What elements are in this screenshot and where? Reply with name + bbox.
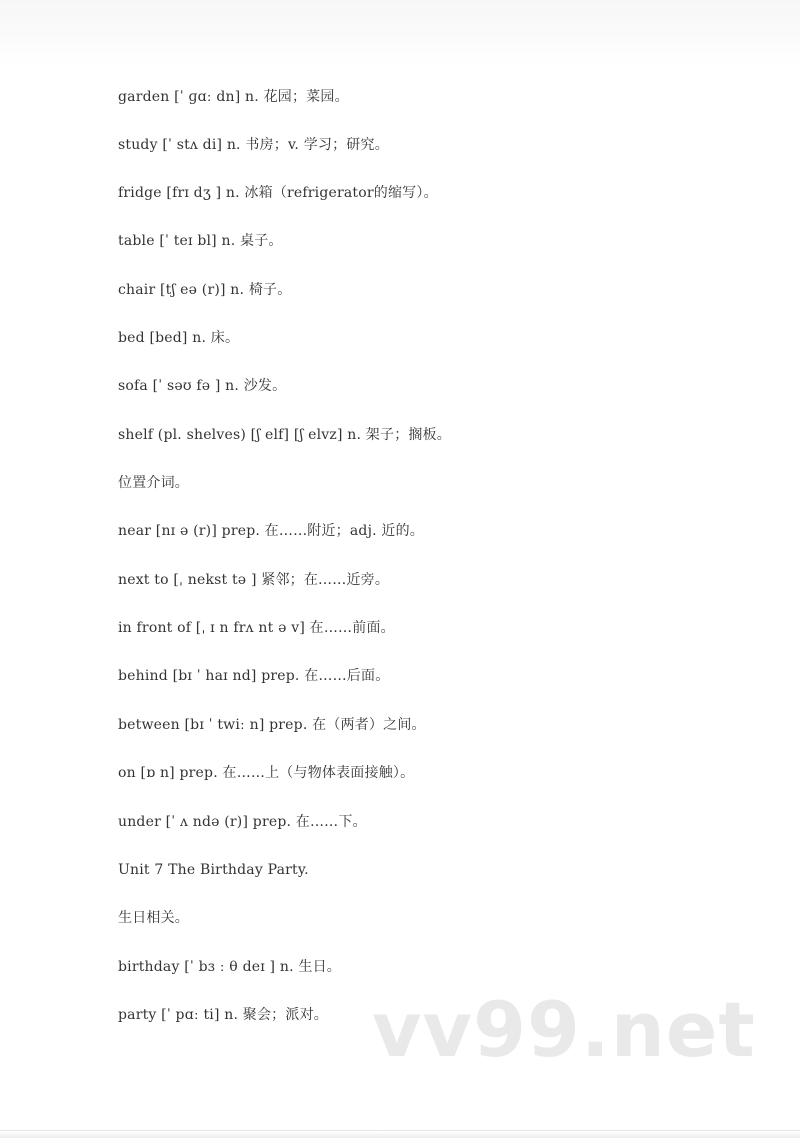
vocab-line-on: on [ɒ n] prep. 在……上（与物体表面接触）。 xyxy=(118,765,415,781)
vocab-line-study: study [ˈ stʌ di] n. 书房；v. 学习；研究。 xyxy=(118,137,389,153)
vocab-line-between: between [bɪ ˈ twiː n] prep. 在（两者）之间。 xyxy=(118,717,426,733)
vocab-line-fridge: fridge [frɪ dʒ ] n. 冰箱（refrigerator的缩写）。 xyxy=(118,185,438,201)
vocab-line-bed: bed [bed] n. 床。 xyxy=(118,330,240,346)
site-watermark: vv99.net xyxy=(372,985,756,1074)
vocab-line-next-to: next to [ˌ nekst tə ] 紧邻；在……近旁。 xyxy=(118,572,390,588)
vocab-line-near: near [nɪ ə (r)] prep. 在……附近；adj. 近的。 xyxy=(118,523,425,539)
vocab-line-birthday: birthday [ˈ bɜ ː θ deɪ ] n. 生日。 xyxy=(118,959,341,975)
vocab-line-shelf: shelf (pl. shelves) [ʃ elf] [ʃ elvz] n. 架子；搁板。 xyxy=(118,427,452,443)
vocab-line-chair: chair [tʃ eə (r)] n. 椅子。 xyxy=(118,282,292,298)
section-heading-birthday: 生日相关。 xyxy=(118,910,189,926)
vocab-line-table: table [ˈ teɪ bl] n. 桌子。 xyxy=(118,233,283,249)
vocab-line-party: party [ˈ pɑː ti] n. 聚会；派对。 xyxy=(118,1007,328,1023)
vocab-line-behind: behind [bɪ ˈ haɪ nd] prep. 在……后面。 xyxy=(118,668,390,684)
section-heading-prepositions: 位置介词。 xyxy=(118,475,189,491)
unit-heading: Unit 7 The Birthday Party. xyxy=(118,862,309,878)
vocab-line-garden: garden [ˈ ɡɑː dn] n. 花园；菜园。 xyxy=(118,89,349,105)
vocab-line-sofa: sofa [ˈ səʊ fə ] n. 沙发。 xyxy=(118,378,287,394)
vocab-line-under: under [ˈ ʌ ndə (r)] prep. 在……下。 xyxy=(118,814,367,830)
vocab-line-in-front-of: in front of [ˌ ɪ n frʌ nt ə v] 在……前面。 xyxy=(118,620,395,636)
